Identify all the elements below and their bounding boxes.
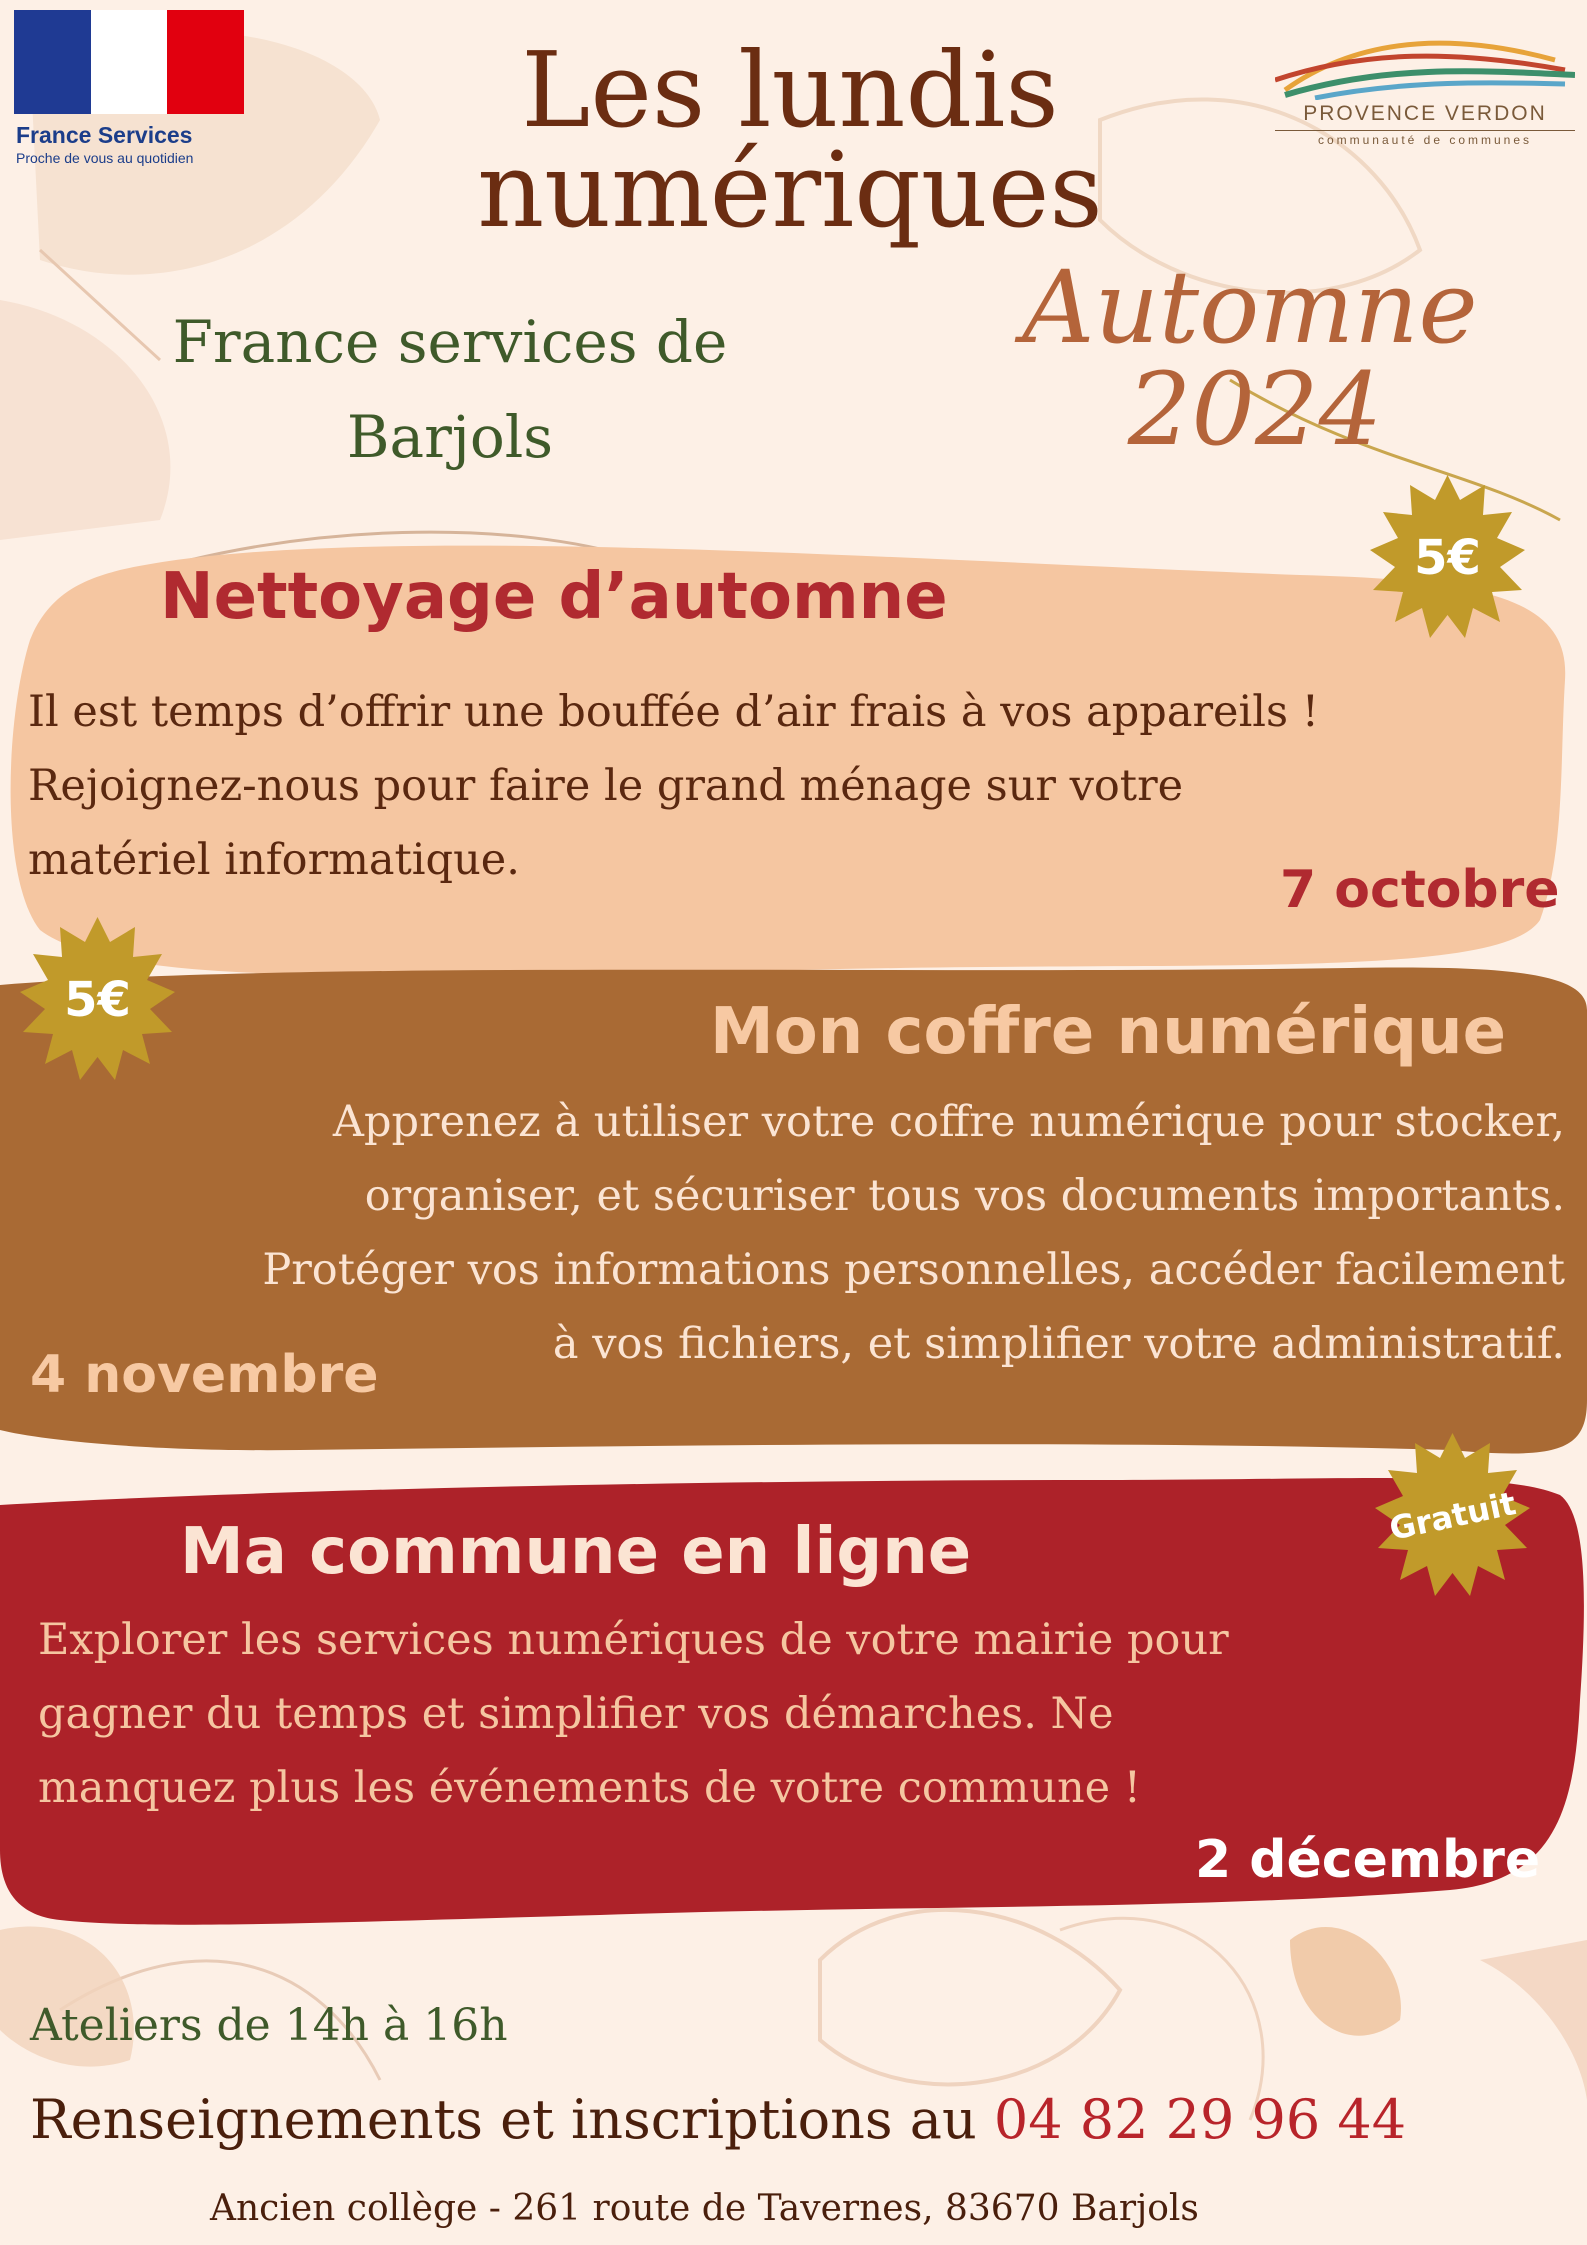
season-label: Automne [1022, 249, 1478, 366]
workshop-3-price: Gratuit [1385, 1483, 1520, 1548]
workshop-2-line-3: Protéger vos informations personnelles, accéder facilement [262, 1245, 1565, 1295]
subtitle-line-1: France services de [172, 308, 728, 376]
provence-verdon-name: PROVENCE VERDON [1303, 102, 1547, 125]
phone-number[interactable]: 04 82 29 96 44 [993, 2088, 1407, 2151]
contact-label: Renseignements et inscriptions au [30, 2088, 994, 2151]
workshop-3-line-2: gagner du temps et simplifier vos démarches. Ne [38, 1689, 1114, 1739]
workshop-2-line-2: organiser, et sécuriser tous vos documents importants. [364, 1171, 1565, 1221]
title-line-2: numériques [477, 129, 1103, 251]
workshop-2-price: 5€ [64, 971, 131, 1028]
workshop-3-price-badge [1365, 1428, 1540, 1603]
subtitle-line-2: Barjols [346, 403, 554, 471]
workshop-1-price: 5€ [1414, 529, 1481, 586]
workshop-2-title: Mon coffre numérique [710, 995, 1506, 1069]
workshop-2-price-badge [10, 912, 185, 1087]
workshop-1-title: Nettoyage d’automne [160, 560, 948, 634]
provence-verdon-subtitle: communauté de communes [1275, 130, 1575, 147]
workshop-2-date: 4 novembre [30, 1345, 379, 1405]
workshop-3-description [38, 1603, 1568, 1825]
workshop-1-line-3: matériel informatique. [28, 835, 520, 885]
france-services-name: France Services [16, 122, 193, 148]
workshop-3-line-3: manquez plus les événements de votre commune ! [38, 1763, 1142, 1813]
workshop-1-price-badge [1360, 470, 1535, 645]
address: Ancien collège - 261 route de Tavernes, 83670 Barjols [210, 2188, 1199, 2229]
season-year: 2024 [1127, 351, 1383, 468]
workshop-2-line-4: à vos fichiers, et simplifier votre administratif. [552, 1319, 1565, 1369]
workshop-1-date: 7 octobre [1280, 860, 1560, 920]
workshop-3-date: 2 décembre [1195, 1830, 1541, 1890]
workshop-1-line-2: Rejoignez-nous pour faire le grand ménage sur votre [28, 761, 1184, 811]
title-line-1: Les lundis [521, 29, 1059, 151]
workshop-hours: Ateliers de 14h à 16h [30, 2000, 508, 2051]
france-services-tagline: Proche de vous au quotidien [16, 150, 194, 166]
workshop-2-line-1: Apprenez à utiliser votre coffre numérique pour stocker, [332, 1097, 1565, 1147]
workshop-3-title: Ma commune en ligne [180, 1515, 972, 1589]
workshop-1-line-1: Il est temps d’offrir une bouffée d’air frais à vos appareils ! [28, 687, 1319, 737]
workshop-3-line-1: Explorer les services numériques de votre mairie pour [38, 1615, 1229, 1665]
workshop-2-description [40, 1085, 1565, 1381]
contact-line [30, 2088, 1406, 2151]
